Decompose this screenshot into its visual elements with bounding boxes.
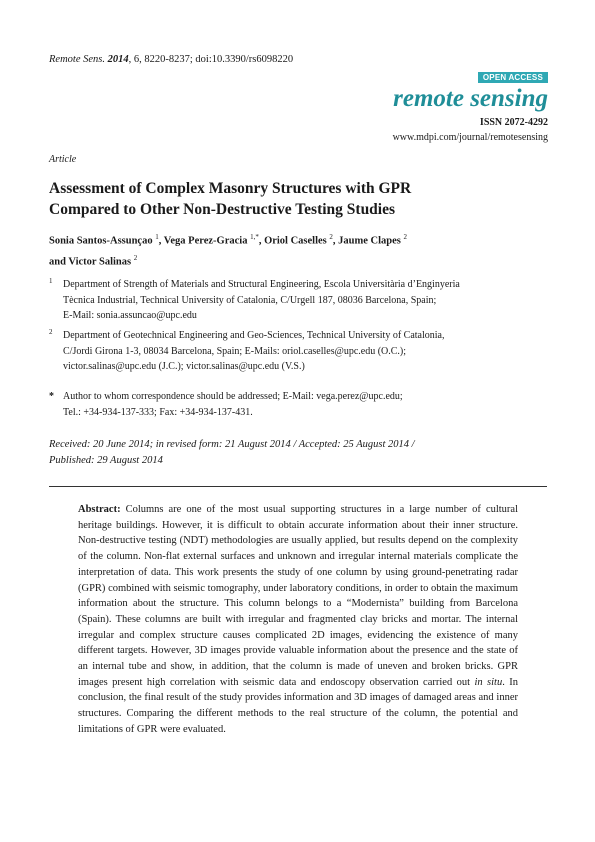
affiliation-2	[49, 328, 553, 375]
abstract-text-end: . In conclusion, the final result of the study provides information and 3D images of damaged areas and inner structures. Comparing the different methods to the real structure of the column, the potential and limitations of GPR were evaluated.	[78, 676, 519, 735]
author-name: Vega Perez-Gracia	[163, 235, 248, 247]
author-name: Jaume Clapes	[338, 235, 401, 247]
author-affiliation: 2	[133, 253, 138, 262]
correspondence-line: Tel.: +34-934-137-333; Fax: +34-934-137-431.	[63, 406, 253, 418]
affiliation-line: E-Mail: sonia.assuncao@upc.edu	[63, 310, 197, 321]
article-type: Article	[49, 154, 77, 165]
citation	[49, 54, 293, 65]
journal-name: remote sensing	[393, 85, 548, 112]
divider	[49, 486, 547, 487]
affiliation-number: 2	[49, 328, 53, 336]
abstract-italic: in situ	[474, 676, 503, 688]
title-line-2: Compared to Other Non-Destructive Testing Studies	[49, 201, 396, 218]
correspondence-line: Author to whom correspondence should be addressed; E-Mail: vega.perez@upc.edu;	[63, 391, 403, 402]
abstract-text: Columns are one of the most usual supporting structures in a large number of cultural heritage buildings. However, it is difficult to obtain accurate information about their inner structure. Non-destructive testing (NDT) methodologies are usually applied, but results depend on the complexity of the column. Non-flat external surfaces and unknown and irregular internal materials complicate the interpretation of data. This work presents the study of one column by using ground-penetrating radar (GPR) combined with seismic tomography, under laboratory conditions, in order to obtain the maximum information about the structure. This column belongs to a “Modernista” building from Barcelona (Spain). These columns are built with irregular and fragmented clay bricks and mortar. The internal irregular and complex structure causes complicated 2D images, evidencing the existence of many different targets. However, 3D images provide valuable information about the presence and the state of an internal tube and show, in addition, that the column is made of uneven and broken bricks. GPR images present high correlation with seismic data and endoscopy observation carried out	[78, 504, 519, 688]
dates-line: Published: 29 August 2014	[49, 454, 163, 466]
affiliation-line: C/Jordi Girona 1-3, 08034 Barcelona, Spain; E-Mails: oriol.caselles@upc.edu (O.C.);	[63, 345, 407, 357]
author-name: Victor Salinas	[68, 256, 132, 267]
author-affiliation: 2	[329, 233, 333, 241]
citation-rest: , 6, 8220-8237; doi:10.3390/rs6098220	[128, 54, 294, 65]
author-affiliation: 2	[403, 233, 407, 241]
paper-title	[49, 178, 549, 220]
publication-dates	[49, 437, 549, 468]
citation-journal: Remote Sens.	[49, 54, 105, 65]
author-affiliation: 1,*	[250, 233, 259, 241]
dates-line: Received: 20 June 2014; in revised form: 21 August 2014 / Accepted: 25 August 2014 /	[49, 439, 415, 450]
affiliation-line: Department of Strength of Materials and Structural Engineering, Escola Universitària d’Enginyeria	[63, 279, 460, 290]
abstract-label: Abstract:	[78, 504, 121, 515]
author-affiliation: 1	[155, 233, 159, 241]
author-name: Sonia Santos-Assunçao	[49, 235, 153, 247]
citation-year: 2014	[107, 54, 129, 65]
author-name: Oriol Caselles	[264, 235, 327, 247]
affiliation-1	[49, 277, 553, 324]
open-access-badge: OPEN ACCESS	[478, 72, 548, 83]
affiliation-line: Department of Geotechnical Engineering and Geo-Sciences, Technical University of Catalonia,	[63, 330, 445, 341]
title-line-1: Assessment of Complex Masonry Structures with GPR	[49, 180, 412, 197]
correspondence-star: *	[49, 391, 54, 402]
affiliation-number: 1	[49, 277, 53, 285]
abstract	[78, 502, 518, 738]
affiliation-line: Tècnica Industrial, Technical University of Catalonia, C/Urgell 187, 08036 Barcelona, Spain;	[63, 294, 437, 306]
issn: ISSN 2072-4292	[479, 117, 548, 128]
affiliation-line: victor.salinas@upc.edu (J.C.); victor.salinas@upc.edu (V.S.)	[63, 361, 305, 372]
author-list: Sonia Santos-Assunçao $^1$, Vega Perez-Gracia $^{1,*}$, Oriol Caselles $^2$, Jaume Clapes $^2$ and Victor Salinas $^2$	[49, 233, 407, 267]
correspondence	[49, 389, 553, 420]
journal-url[interactable]: www.mdpi.com/journal/remotesensing	[392, 132, 548, 143]
